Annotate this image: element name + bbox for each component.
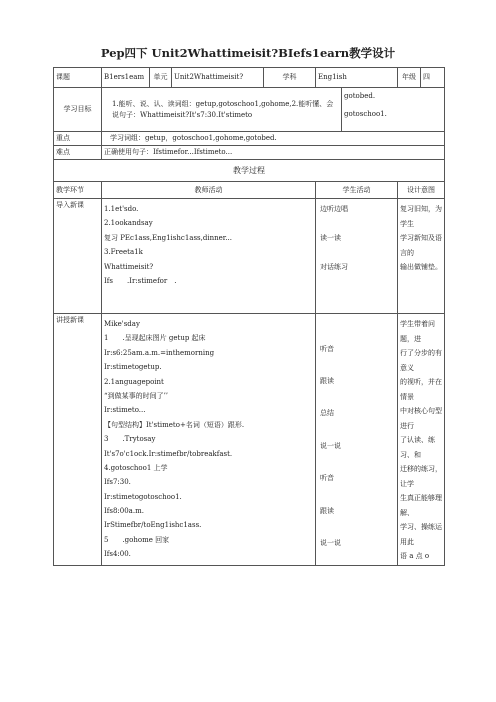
intro-student-cell	[316, 199, 398, 314]
intent-line: 迁移的练习，让学	[400, 465, 442, 488]
grade-label: 年级	[398, 68, 421, 88]
teacher-line: Ir:stimetogetup.	[104, 363, 162, 372]
header-row	[54, 68, 445, 88]
teacher-line: “到做某事的时间了’’	[104, 391, 169, 400]
subject-label: 学科	[264, 68, 316, 88]
teacher-line: Whattimeisit?	[104, 262, 154, 271]
student-activity-list	[320, 322, 395, 549]
intent-line: 生真正能够理解、	[400, 494, 442, 517]
student-activity	[320, 387, 395, 398]
teacher-line: 4.gotoschoo1 上学	[104, 463, 168, 472]
new-student-cell	[316, 314, 398, 566]
teacher-line: 3.Freeta1k	[104, 248, 143, 257]
intent-line: 的视听，并在情景	[400, 378, 442, 401]
intent-line: 输出做铺垫。	[400, 263, 442, 271]
student-activity: 听音	[320, 474, 334, 483]
lesson-plan-table	[53, 67, 445, 566]
student-activity: 说一说	[320, 538, 341, 547]
student-activity	[320, 245, 395, 259]
process-title-row	[54, 160, 445, 182]
new-intent-cell	[398, 314, 445, 566]
teacher-line: 1.1et'sdo.	[104, 205, 139, 213]
intent-line: 学习新知及语言的	[400, 234, 442, 257]
student-activity: 对话练习	[320, 262, 348, 271]
difficulty-text: 正确使用句子：Ifstimefor...Ifstimeto...	[102, 146, 445, 160]
intent-line: 语 a 点 o	[400, 552, 430, 560]
student-activity	[320, 216, 395, 230]
student-activity	[320, 516, 395, 527]
column-header-row	[54, 182, 445, 199]
goals-label: 学习目标	[54, 88, 102, 132]
new-section-row	[54, 314, 445, 566]
student-activity: 说一说	[320, 441, 341, 450]
document-title: Pep四下 Unit2Whattimeisit?BIefs1earn教学设计	[100, 46, 396, 60]
goals-row	[54, 88, 445, 132]
col-header-student: 学生活动	[316, 182, 398, 199]
teacher-line: 1 .呈现起床图片 getup 起床	[104, 334, 206, 343]
intent-line: 学生带着问题，进	[400, 320, 435, 343]
new-stage: 讲授新课	[54, 314, 102, 566]
student-activity	[320, 365, 395, 376]
unit-value: Unit2Whattimeisit?	[172, 68, 264, 88]
student-activity	[320, 527, 395, 538]
student-activity	[320, 430, 395, 441]
student-activity: 跟读	[320, 506, 334, 515]
student-activity	[320, 452, 395, 463]
teacher-line: IrStimefbr/toEng1ishc1ass.	[104, 521, 202, 530]
goals-extra-line: gotobed.	[344, 92, 376, 100]
teacher-line: 2.1ookandsay	[104, 219, 153, 228]
key-point-text: 学习词组：getup，gotoschoo1,gohome,gotobed.	[102, 132, 445, 146]
subject-value: Eng1ish	[316, 68, 398, 88]
intent-line: 了认读、练习、和	[400, 436, 435, 459]
intro-stage: 导入新课	[54, 199, 102, 314]
topic-value: B1ers1eam	[102, 68, 150, 88]
teacher-line: It's7o'c1ock.Ir:stimefbr/tobreakfast.	[104, 449, 233, 458]
student-activity: 总结	[320, 409, 334, 418]
teacher-line: 【句型结构】It'stimeto+名词（短语）跟形.	[104, 420, 245, 429]
teacher-line: 2.1anguagepoint	[104, 377, 164, 386]
difficulty-label: 难点	[54, 146, 102, 160]
student-activity	[320, 462, 395, 473]
goals-extra-line: gotoschoo1.	[344, 110, 387, 119]
teacher-line: Ir:stimetogotoschoo1.	[104, 492, 182, 501]
student-activity	[320, 274, 395, 288]
teacher-line: 复习 PEc1ass,Eng1ishc1ass,dinner...	[104, 233, 232, 242]
teacher-line: Ifs8:00a.m.	[104, 507, 144, 516]
new-teacher-cell	[102, 314, 316, 566]
intro-section-row	[54, 199, 445, 314]
intent-line: 中对核心句型进行	[400, 407, 442, 430]
difficulty-row	[54, 146, 445, 160]
student-activity	[320, 333, 395, 344]
key-point-row	[54, 132, 445, 146]
student-activity	[320, 495, 395, 506]
student-activity: 听音	[320, 344, 334, 353]
student-activity	[320, 354, 395, 365]
unit-label: 单元	[150, 68, 172, 88]
student-activity: 跟读	[320, 376, 334, 385]
col-header-teacher: 教师活动	[102, 182, 316, 199]
goals-text: 1.能听、说、认、读词组：getup,gotoschoo1,gohome,2.能听懂、会说句子：Whattimeisit?It's7:30.It'stimeto	[102, 88, 342, 132]
student-activity	[320, 484, 395, 495]
teacher-line: 3 .Trytosay	[104, 435, 156, 444]
teacher-line: Ir:stimeto...	[104, 406, 146, 415]
teacher-line: Ifs .Ir:stimefor .	[104, 276, 177, 285]
goals-extra	[342, 88, 445, 132]
student-activity: 读一读	[320, 233, 341, 242]
student-activity	[320, 419, 395, 430]
intent-line: 学习、操练运用此	[400, 523, 442, 546]
student-activity	[320, 398, 395, 409]
intent-line: 行了分步的有意义	[400, 349, 442, 372]
intro-intent-cell	[398, 199, 445, 314]
intent-line: 复习旧知，为学生	[400, 205, 442, 228]
teacher-line: 5 .gohome 回家	[104, 535, 170, 544]
grade-value: 四	[421, 68, 445, 88]
teacher-line: Mike'sday	[104, 320, 140, 328]
student-activity: 边听边唱	[320, 205, 348, 213]
intro-teacher-cell	[102, 199, 316, 314]
student-activity	[320, 322, 395, 333]
topic-label: 课题	[54, 68, 102, 88]
teacher-line: Ifs7:30.	[104, 478, 131, 487]
teacher-line: Ir:s6:25am.a.m.=inthemorning	[104, 348, 215, 357]
process-title: 教学过程	[54, 160, 445, 182]
col-header-stage: 教学环节	[54, 182, 102, 199]
teacher-line: Ifs4:00.	[104, 550, 131, 559]
key-point-label: 重点	[54, 132, 102, 146]
col-header-intent: 设计意图	[398, 182, 445, 199]
